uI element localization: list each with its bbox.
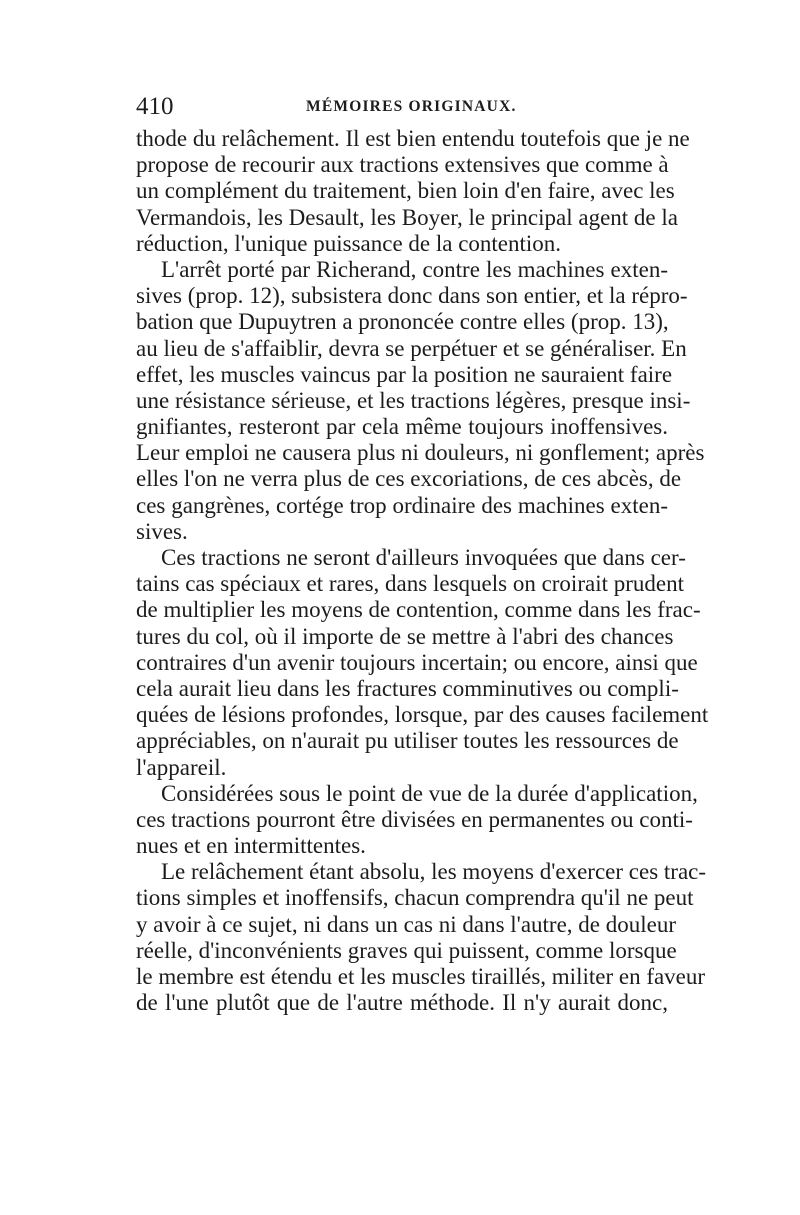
text-line: gnifiantes, resteront par cela même toujours inoffensives. (136, 414, 668, 440)
paragraph (136, 256, 705, 545)
text-line: elles l'on ne verra plus de ces excoriations, de ces abcès, de (136, 466, 682, 492)
text-line: réelle, d'inconvénients graves qui puissent, comme lorsque (136, 937, 677, 963)
text-line: quées de lésions profondes, lorsque, par des causes facilement (136, 702, 709, 728)
text-line: L'arrêt porté par Richerand, contre les machines exten- (161, 256, 668, 282)
text-line: ces gangrènes, cortége trop ordinaire des machines exten- (136, 492, 668, 518)
text-line: de multiplier les moyens de contention, comme dans les frac- (136, 597, 701, 623)
text-line: sives (prop. 12), subsistera donc dans son entier, et la répro- (136, 283, 688, 309)
page-number: 410 (136, 93, 174, 120)
text-line: propose de recourir aux tractions extensives que comme à (136, 152, 669, 178)
text-line: nues et en intermittentes. (136, 833, 366, 859)
text-line: une résistance sérieuse, et les tractions légères, presque insi- (136, 387, 691, 413)
text-line: tures du col, où il importe de se mettre à l'abri des chances (136, 623, 674, 649)
text-line: ces tractions pourront être divisées en permanentes ou conti- (136, 806, 693, 832)
text-line: thode du relâchement. Il est bien entendu toutefois que je ne (136, 126, 690, 151)
paragraph (136, 859, 707, 1016)
text-line: un complément du traitement, bien loin d'en faire, avec les (136, 178, 675, 204)
paragraph (136, 126, 690, 257)
text-line: le membre est étendu et les muscles tiraillés, militer en faveur (136, 964, 706, 989)
text-line: Ces tractions ne seront d'ailleurs invoquées que dans cer- (161, 545, 686, 570)
text-line: tains cas spéciaux et rares, dans lesquels on croirait prudent (136, 571, 684, 597)
running-head (136, 92, 668, 126)
text-line: Le relâchement étant absolu, les moyens d'exercer ces trac- (161, 859, 707, 885)
text-line: cela aurait lieu dans les fractures comminutives ou compli- (136, 675, 679, 701)
text-line: y avoir à ce sujet, ni dans un cas ni dans l'autre, de douleur (136, 911, 677, 937)
body-text (136, 126, 709, 1016)
text-line: bation que Dupuytren a prononcée contre elles (prop. 13), (136, 309, 669, 335)
text-line: Vermandois, les Desault, les Boyer, le principal agent de la (136, 204, 678, 230)
book-page (136, 92, 709, 1016)
text-line: réduction, l'unique puissance de la contention. (136, 230, 562, 256)
paragraph (136, 780, 698, 860)
text-line: sives. (136, 518, 188, 544)
text-line: Considérées sous le point de vue de la durée d'application, (161, 780, 698, 806)
text-line: de l'une plutôt que de l'autre méthode. Il n'y aurait donc, (136, 990, 668, 1016)
running-title: MÉMOIRES ORIGINAUX. (306, 98, 517, 115)
text-line: effet, les muscles vaincus par la position ne sauraient faire (136, 361, 673, 387)
paragraph (136, 545, 709, 781)
text-line: l'appareil. (136, 754, 227, 780)
text-line: au lieu de s'affaiblir, devra se perpétuer et se généraliser. En (136, 335, 687, 361)
text-line: tions simples et inoffensifs, chacun comprendra qu'il ne peut (136, 885, 694, 911)
text-line: appréciables, on n'aurait pu utiliser toutes les ressources de (136, 728, 679, 754)
text-line: contraires d'un avenir toujours incertain; ou encore, ainsi que (136, 649, 698, 675)
text-line: Leur emploi ne causera plus ni douleurs, ni gonflement; après (136, 440, 705, 466)
